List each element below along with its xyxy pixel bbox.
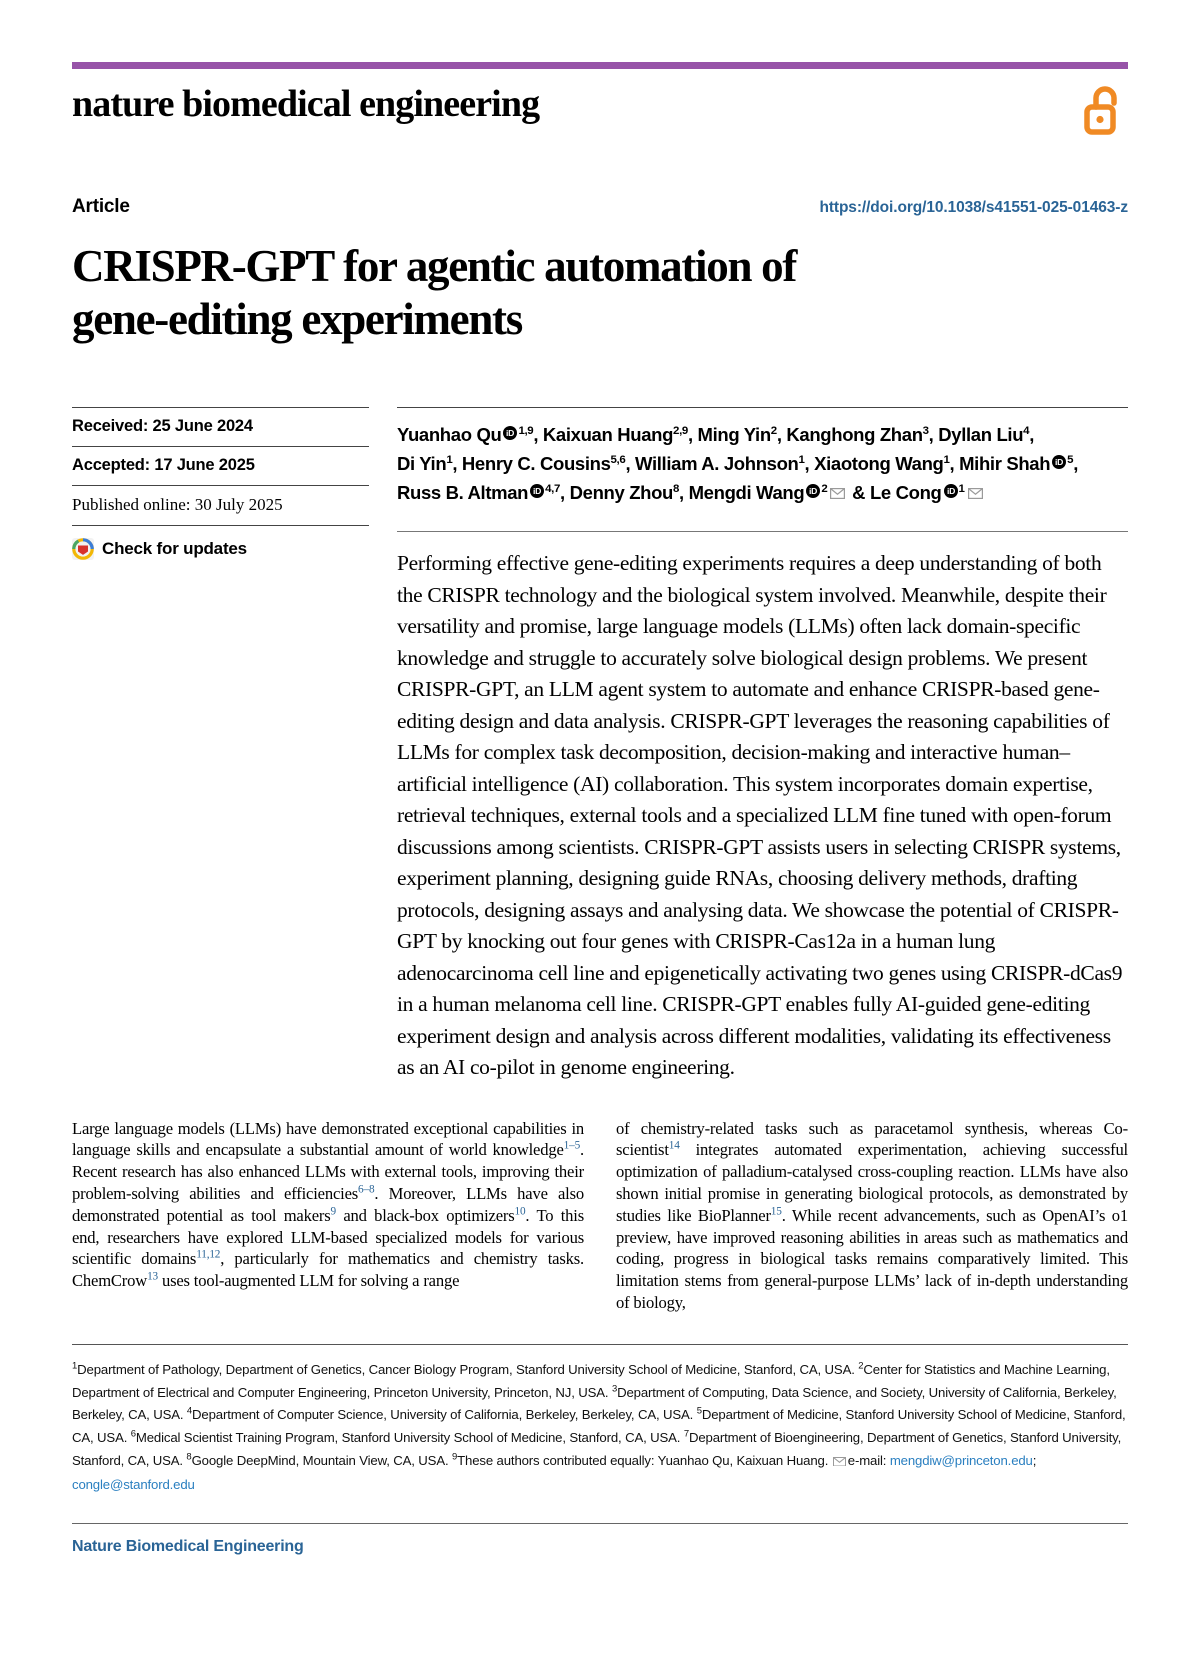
author-name: , Henry C. Cousins <box>452 453 611 475</box>
orcid-icon[interactable] <box>1052 449 1066 477</box>
body-text: . Moreover, LLMs have also demonstrated potential as tool makers <box>72 1184 584 1225</box>
affiliation-text: Department of Bioengineering, Department of Genetics, Stanford University, Stanford, CA, USA. <box>72 1430 1122 1468</box>
article-header-row <box>72 196 1128 218</box>
orcid-icon[interactable] <box>503 420 517 448</box>
article-type-label: Article <box>72 196 130 217</box>
author-affil-sup: 1,9 <box>518 425 534 438</box>
affiliations-block <box>72 1344 1128 1497</box>
body-text: of chemistry-related tasks such as paracetamol synthesis, whereas Co-scientist <box>616 1118 1128 1160</box>
check-for-updates-label: Check for updates <box>102 539 247 559</box>
email-link-mengdi[interactable]: mengdiw@princeton.edu <box>889 1452 1033 1468</box>
affiliation-marker: 7 <box>683 1428 689 1440</box>
open-access-lock-icon <box>1082 83 1126 144</box>
author-name: , William A. Johnson <box>625 453 799 475</box>
author-name: , Kaixuan Huang <box>533 424 674 446</box>
author-affil-sup: 4 <box>1023 425 1030 438</box>
crossmark-logo-icon <box>72 538 94 560</box>
paragraph <box>72 1118 584 1293</box>
author-affil-sup: 2 <box>821 483 828 496</box>
svg-text:iD: iD <box>533 486 542 497</box>
author-name: , Mengdi Wang <box>679 482 805 504</box>
title-line-1: CRISPR-GPT for agentic automation of <box>72 241 797 291</box>
masthead <box>72 85 1128 144</box>
equal-contribution-note: These authors contributed equally: Yuanhao Qu, Kaixuan Huang. <box>457 1452 832 1468</box>
svg-text:iD: iD <box>809 486 818 497</box>
body-text: Large language models (LLMs) have demonstrated exceptional capabilities in language skills and encapsulate a substantial amount of world knowledge <box>72 1118 584 1160</box>
page-title <box>72 240 972 345</box>
svg-text:iD: iD <box>1055 457 1064 468</box>
article-page <box>0 62 1200 1655</box>
citation-ref[interactable]: 14 <box>668 1139 680 1152</box>
authors-and-abstract <box>397 407 1128 1083</box>
author-affil-sup: 1 <box>446 454 453 467</box>
affiliation-text: Department of Computer Science, University of California, Berkeley, Berkeley, CA, USA. <box>192 1407 697 1423</box>
affiliation-text: Department of Pathology, Department of Genetics, Cancer Biology Program, Stanford University School of Medicine, Stanford, CA, USA. <box>77 1361 859 1377</box>
citation-ref[interactable]: 1–5 <box>563 1139 581 1152</box>
affiliation-marker: 1 <box>72 1360 78 1372</box>
citation-ref[interactable]: 13 <box>147 1270 158 1283</box>
email-separator: ; <box>1032 1452 1037 1468</box>
citation-ref[interactable]: 6–8 <box>358 1183 375 1196</box>
affiliation-text: Google DeepMind, Mountain View, CA, USA. <box>191 1452 452 1468</box>
email-envelope-icon[interactable] <box>830 479 845 507</box>
citation-ref[interactable]: 10 <box>514 1205 526 1218</box>
author-affil-sup: 3 <box>922 425 929 438</box>
svg-text:iD: iD <box>946 486 955 497</box>
author-name: , Dyllan Liu <box>928 424 1024 446</box>
author-name: & Le Cong <box>852 482 942 504</box>
author-name: , Ming Yin <box>687 424 771 446</box>
page-footer <box>72 1523 1128 1556</box>
orcid-icon[interactable] <box>530 478 544 506</box>
footer-journal-name: Nature Biomedical Engineering <box>72 1537 304 1555</box>
email-label: e-mail: <box>847 1452 890 1468</box>
body-text: . To this end, researchers have explored LLM-based specialized models for various scientific domains <box>72 1205 584 1269</box>
email-envelope-icon <box>833 1451 846 1474</box>
affiliation-marker: 6 <box>130 1428 136 1440</box>
affiliation-marker: 4 <box>186 1405 193 1417</box>
published-date: Published online: 30 July 2025 <box>72 485 369 525</box>
body-text: integrates automated experimentation, achieving successful optimization of palladium-catalysed cross-coupling reaction. LLMs have also shown initial promise in generating biological protocols, as demonstrated by studies like BioPlanner <box>616 1140 1128 1225</box>
masthead-rule <box>72 62 1128 69</box>
affiliation-marker: 9 <box>452 1451 458 1463</box>
check-for-updates[interactable] <box>72 525 369 570</box>
citation-ref[interactable]: 9 <box>330 1205 336 1218</box>
author-affil-sup: 8 <box>673 483 680 496</box>
author-separator: , <box>1073 453 1078 475</box>
author-affil-sup: 2 <box>770 425 777 438</box>
affiliation-text: Department of Medicine, Stanford University School of Medicine, Stanford, CA, USA. <box>72 1407 1126 1446</box>
title-line-2: gene-editing experiments <box>72 293 522 344</box>
citation-ref[interactable]: 11,12 <box>196 1248 221 1261</box>
body-column-right <box>616 1118 1128 1314</box>
author-name: Russ B. Altman <box>397 482 529 504</box>
email-link-lecong[interactable]: congle@stanford.edu <box>72 1477 195 1493</box>
svg-text:iD: iD <box>506 428 515 439</box>
body-column-left <box>72 1118 584 1314</box>
affiliation-text: Center for Statistics and Machine Learning, Department of Electrical and Computer Engineering, Princeton University, Princeton, NJ, USA. <box>72 1361 1110 1400</box>
body-text: , particularly for mathematics and chemistry tasks. ChemCrow <box>72 1249 584 1291</box>
author-affil-sup: 4,7 <box>545 483 561 496</box>
author-name: Yuanhao Qu <box>397 424 502 446</box>
abstract-text: Performing effective gene-editing experiments requires a deep understanding of both the CRISPR technology and the biological system involved. Meanwhile, despite their versatility and promise, large language models (LLMs) often lack domain-specific knowledge and struggle to accurately solve biological design problems. We present CRISPR-GPT, an LLM agent system to automate and enhance CRISPR-based gene-editing design and data analysis. CRISPR-GPT leverages the reasoning capabilities of LLMs for complex task decomposition, decision-making and interactive human–artificial intelligence (AI) collaboration. This system incorporates domain expertise, retrieval techniques, external tools and a specialized LLM fine tuned with open-forum discussions among scientists. CRISPR-GPT assists users in selecting CRISPR systems, experiment planning, designing guide RNAs, choosing delivery methods, drafting protocols, designing assays and analysing data. We showcase the potential of CRISPR-GPT by knocking out four genes with CRISPR-Cas12a in a human lung adenocarcinoma cell line and epigenetically activating two genes using CRISPR-dCas9 in a human melanoma cell line. CRISPR-GPT enables fully AI-guided gene-editing experiment design and analysis across different modalities, validating its effectiveness as an AI co-pilot in genome engineering. <box>397 531 1128 1083</box>
orcid-icon[interactable] <box>806 478 820 506</box>
orcid-icon[interactable] <box>944 478 958 506</box>
email-envelope-icon[interactable] <box>968 479 983 507</box>
author-affil-sup: 2,9 <box>673 425 688 438</box>
publication-dates <box>72 407 397 1083</box>
author-name: , Denny Zhou <box>560 482 674 504</box>
author-name: , Kanghong Zhan <box>776 424 923 446</box>
affiliation-text: Medical Scientist Training Program, Stanford University School of Medicine, Stanford, CA, USA. <box>135 1430 684 1446</box>
body-text: . Recent research has also enhanced LLMs with external tools, improving their problem-solving abilities and efficiencies <box>72 1140 584 1204</box>
meta-abstract-section <box>72 407 1128 1083</box>
author-name: , Mihir Shah <box>949 453 1051 475</box>
author-name: , Xiaotong Wang <box>804 453 944 475</box>
affiliation-marker: 5 <box>696 1405 702 1417</box>
author-separator: , <box>1029 424 1034 446</box>
affiliation-marker: 2 <box>858 1360 864 1372</box>
affiliation-text: Department of Computing, Data Science, and Society, University of California, Berkeley, Berkeley, CA, USA. <box>72 1384 1117 1423</box>
body-columns <box>72 1118 1128 1314</box>
body-text: . While recent advancements, such as OpenAI’s o1 preview, have improved reasoning abilities in areas such as mathematics and coding, progress in biological tasks remains comparatively limited. This limitation stems from general-purpose LLMs’ lack of in-depth understanding of biology, <box>616 1205 1128 1313</box>
body-text: uses tool-augmented LLM for solving a range <box>157 1271 460 1291</box>
journal-name: nature biomedical engineering <box>72 83 540 125</box>
paragraph <box>616 1118 1128 1314</box>
author-affil-sup: 5 <box>1067 454 1074 467</box>
citation-ref[interactable]: 15 <box>770 1205 782 1218</box>
affiliation-marker: 3 <box>611 1383 618 1395</box>
body-text: and black-box optimizers <box>336 1205 515 1225</box>
author-affil-sup: 5,6 <box>610 454 626 467</box>
author-affil-sup: 1 <box>798 454 805 467</box>
received-date: Received: 25 June 2024 <box>72 407 369 446</box>
author-affil-sup: 1 <box>958 483 965 496</box>
accepted-date: Accepted: 17 June 2025 <box>72 446 369 485</box>
author-affil-sup: 1 <box>943 454 950 467</box>
affiliation-marker: 8 <box>186 1451 192 1463</box>
doi-link[interactable]: https://doi.org/10.1038/s41551-025-01463-z <box>819 199 1128 216</box>
author-list <box>397 407 1128 507</box>
author-name: Di Yin <box>397 453 447 475</box>
